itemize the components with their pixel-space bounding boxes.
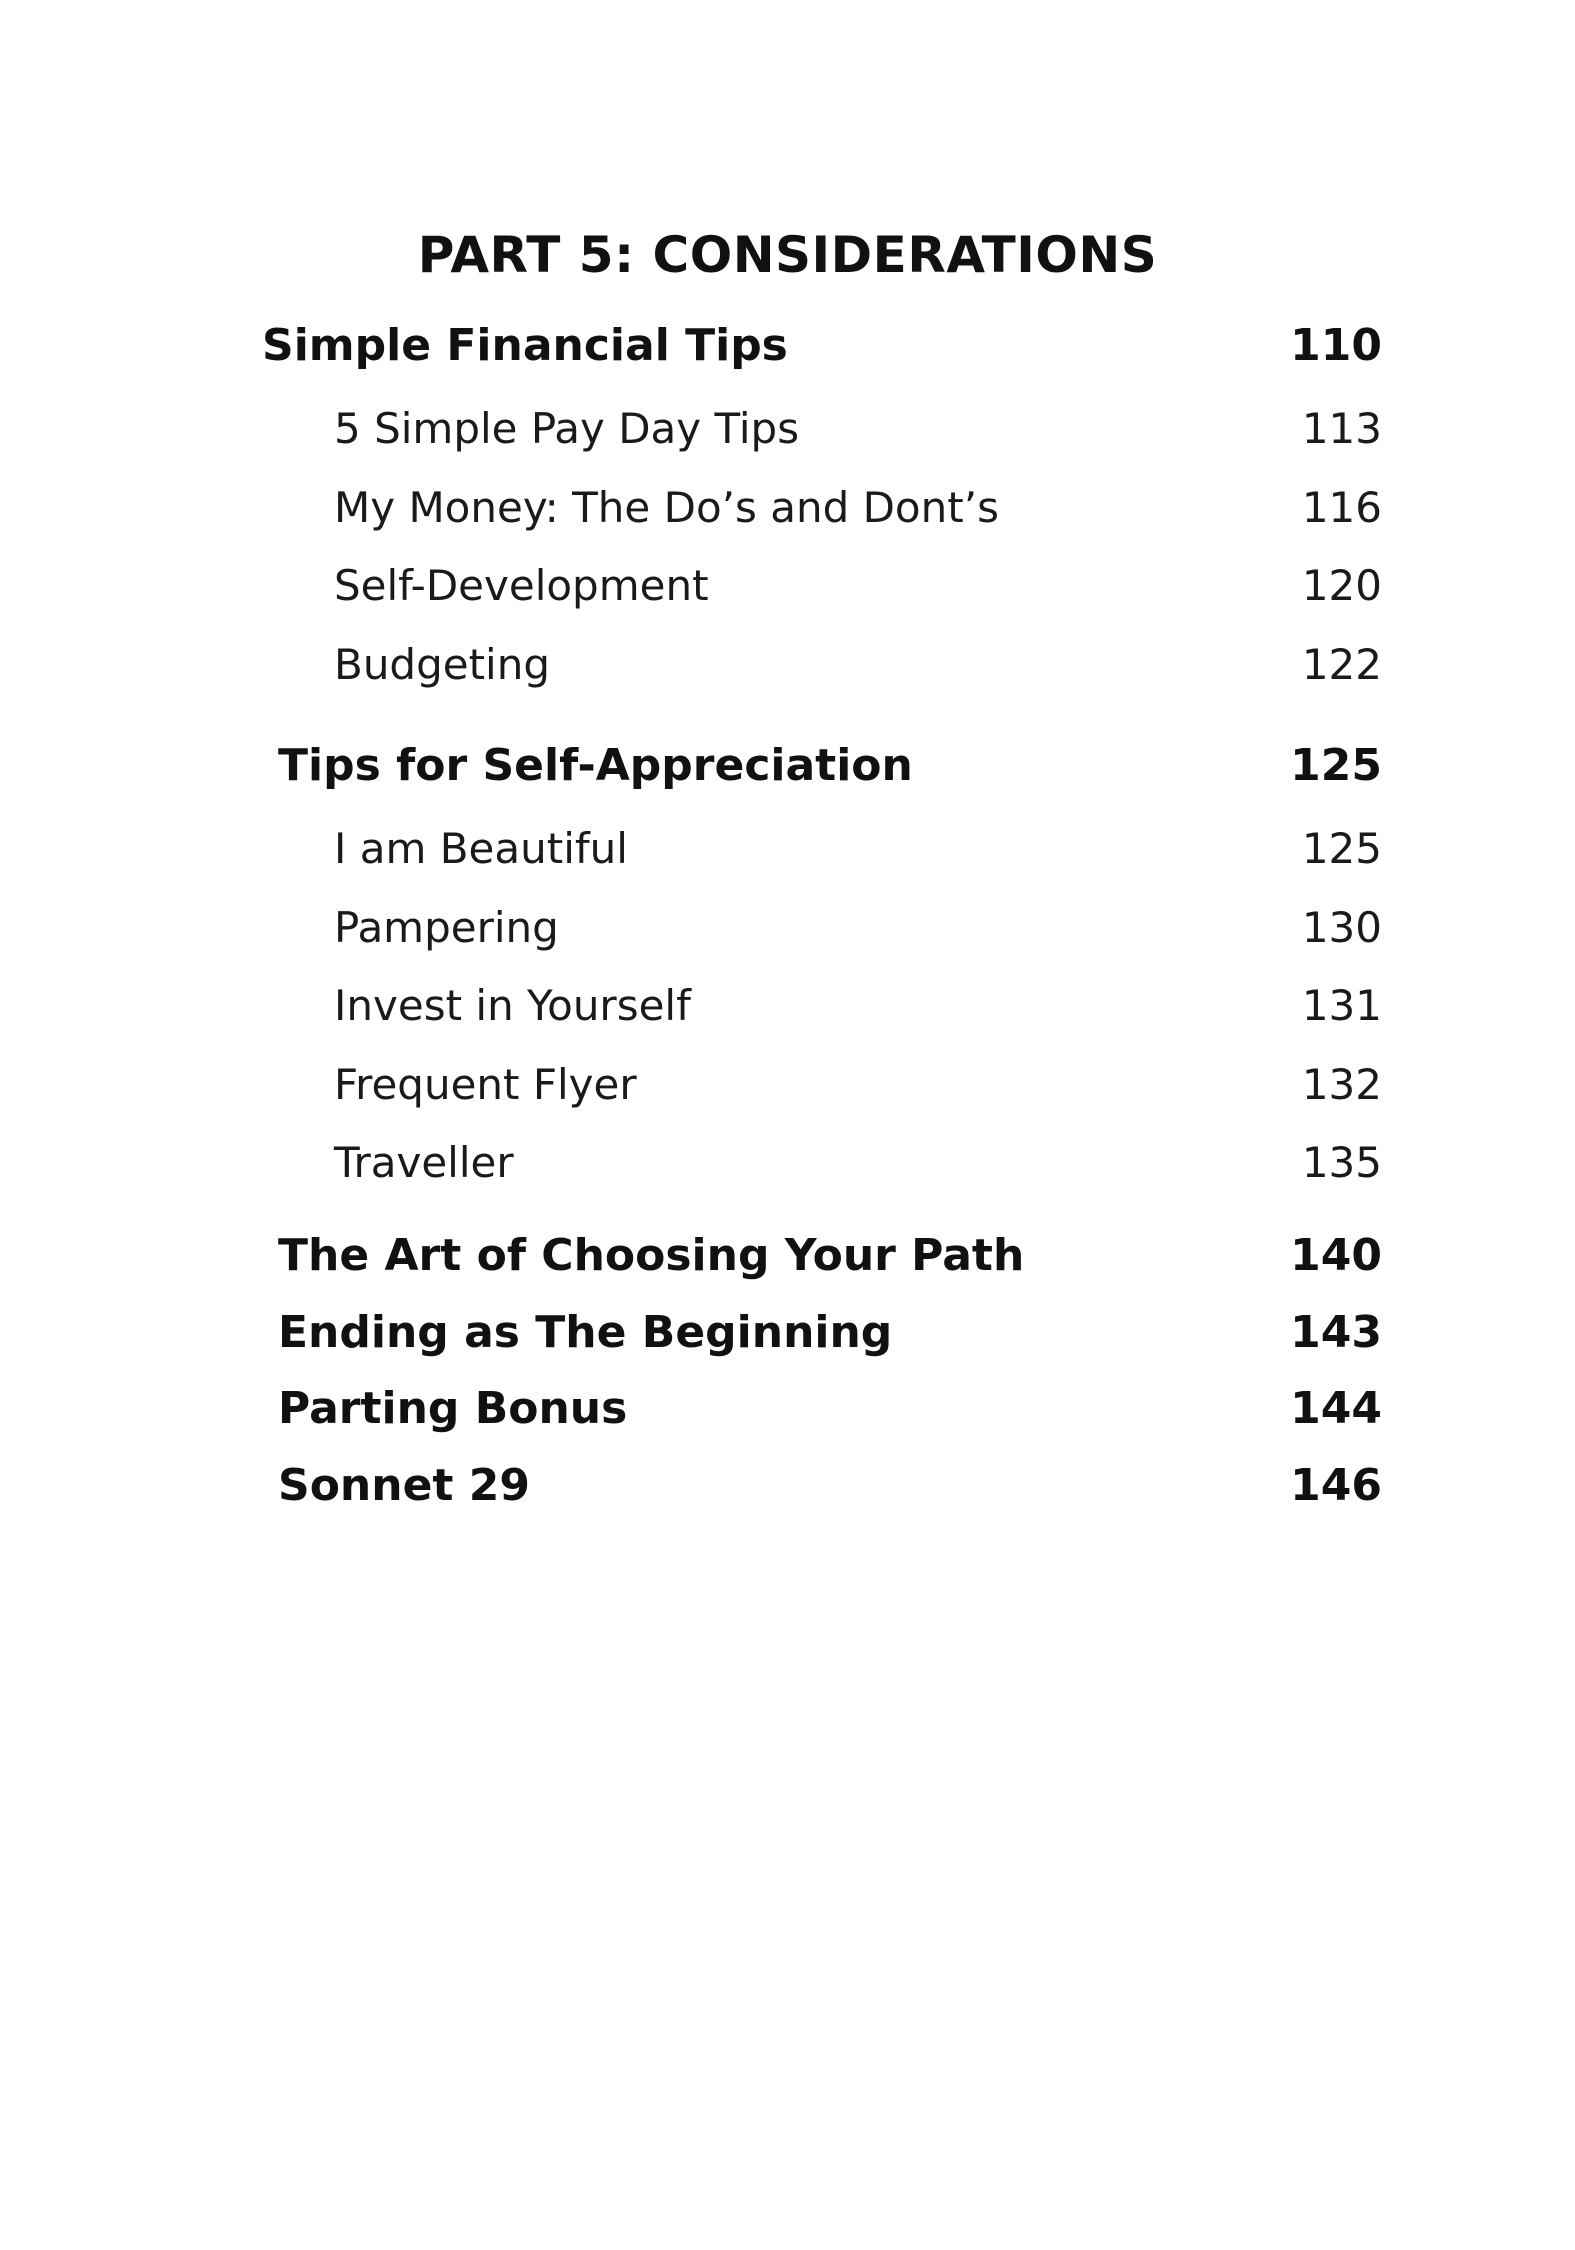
toc-entry-sub xyxy=(0,634,1575,696)
toc-entry-main xyxy=(0,1455,1575,1517)
toc-entry-main xyxy=(0,1378,1575,1440)
toc-entry-page: 131 xyxy=(1301,981,1382,1030)
toc-entry-sub xyxy=(0,398,1575,460)
toc-entry-sub xyxy=(0,818,1575,880)
toc-entry-page: 110 xyxy=(1290,320,1382,371)
toc-entry-sub xyxy=(0,555,1575,617)
toc-entry-main xyxy=(0,1225,1575,1287)
toc-entry-title: Traveller xyxy=(334,1138,514,1187)
toc-entry-main xyxy=(0,1302,1575,1364)
toc-entry-page: 125 xyxy=(1290,740,1382,791)
part-title: PART 5: CONSIDERATIONS xyxy=(417,226,1158,284)
toc-entry-page: 122 xyxy=(1301,640,1382,689)
toc-entry-sub xyxy=(0,1054,1575,1116)
toc-entry-page: 116 xyxy=(1301,483,1382,532)
toc-entry-sub xyxy=(0,1132,1575,1194)
toc-entry-page: 130 xyxy=(1301,903,1382,952)
toc-entry-page: 144 xyxy=(1290,1383,1382,1434)
toc-entry-page: 132 xyxy=(1301,1060,1382,1109)
toc-entry-page: 125 xyxy=(1301,824,1382,873)
toc-entry-title: Invest in Yourself xyxy=(334,981,691,1030)
toc-entry-page: 135 xyxy=(1301,1138,1382,1187)
toc-entry-page: 140 xyxy=(1290,1230,1382,1281)
toc-entry-title: Budgeting xyxy=(334,640,551,689)
toc-entry-title: Frequent Flyer xyxy=(334,1060,637,1109)
toc-entry-page: 113 xyxy=(1301,404,1382,453)
toc-entry-title: Parting Bonus xyxy=(278,1383,628,1434)
toc-entry-title: Tips for Self-Appreciation xyxy=(278,740,913,791)
toc-entry-title: Sonnet 29 xyxy=(278,1460,530,1511)
toc-entry-page: 146 xyxy=(1290,1460,1382,1511)
toc-entry-page: 143 xyxy=(1290,1307,1382,1358)
toc-entry-title: I am Beautiful xyxy=(334,824,628,873)
toc-entry-title: Self-Development xyxy=(334,561,709,610)
toc-entry-main xyxy=(0,315,1575,377)
toc-entry-main xyxy=(0,735,1575,797)
toc-entry-title: Simple Financial Tips xyxy=(262,320,788,371)
toc-entry-title: The Art of Choosing Your Path xyxy=(278,1230,1025,1281)
toc-entry-sub xyxy=(0,477,1575,539)
toc-entry-page: 120 xyxy=(1301,561,1382,610)
toc-entry-sub xyxy=(0,975,1575,1037)
toc-entry-title: My Money: The Do’s and Dont’s xyxy=(334,483,999,532)
toc-entry-title: Ending as The Beginning xyxy=(278,1307,893,1358)
toc-entry-sub xyxy=(0,897,1575,959)
toc-entry-title: Pampering xyxy=(334,903,559,952)
toc-entry-title: 5 Simple Pay Day Tips xyxy=(334,404,800,453)
